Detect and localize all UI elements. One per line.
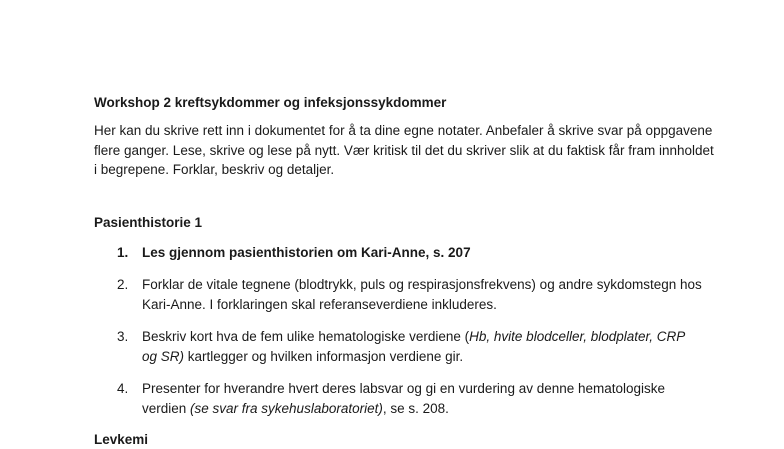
list-item-text: Les gjennom pasienthistorien om Kari-Anne, s. 207: [142, 244, 471, 260]
document-body: [94, 94, 714, 449]
list-item-text: Forklar de vitale tegnene (blodtrykk, puls og respirasjonsfrekvens) og andre sykdomstegn hos Kari-Anne. I forklaringen skal referanseverdiene inkluderes.: [142, 277, 702, 312]
list-item-text-end: kartlegger og hvilken informasjon verdiene gir.: [184, 348, 464, 364]
document-title: Workshop 2 kreftsykdommer og infeksjonssykdommer: [94, 95, 447, 110]
list-item-number: 3.: [117, 329, 129, 344]
list-item-text-start: Presenter for hverandre hvert deres labsvar og gi en vurdering av denne hematologiske verdien: [142, 381, 666, 416]
intro-paragraph: Her kan du skrive rett inn i dokumentet for å ta dine egne notater. Anbefaler å skrive svar på oppgavene flere ganger. Lese, skrive og lese på nytt. Vær kritisk til det du skriver slik at du faktisk får fram innholdet i begrepene. Forklar, beskriv og detaljer.: [94, 123, 714, 177]
list-item-number: 4.: [117, 381, 129, 396]
task-list: [94, 243, 714, 419]
list-item-text-italic: (se svar fra sykehuslaboratoriet): [190, 400, 383, 416]
list-item: [94, 327, 714, 366]
list-item-text-start: Beskriv kort hva de fem ulike hematologiske verdiene (: [142, 329, 470, 344]
list-item-number: 1.: [117, 244, 129, 260]
list-item-text: [142, 327, 702, 366]
list-item: [94, 275, 714, 314]
section-heading-pasienthistorie: Pasienthistorie 1: [94, 214, 203, 230]
list-item-text-italic: Hb, hvite blodceller, blodplater, CRP og SR): [142, 329, 685, 364]
list-item: [94, 243, 714, 263]
section-heading-levkemi: Levkemi: [94, 432, 149, 447]
list-item-text-end: , se s. 208.: [382, 400, 449, 416]
list-item-number: 2.: [117, 277, 129, 292]
list-item-text: [142, 379, 702, 418]
list-item: [94, 379, 714, 418]
